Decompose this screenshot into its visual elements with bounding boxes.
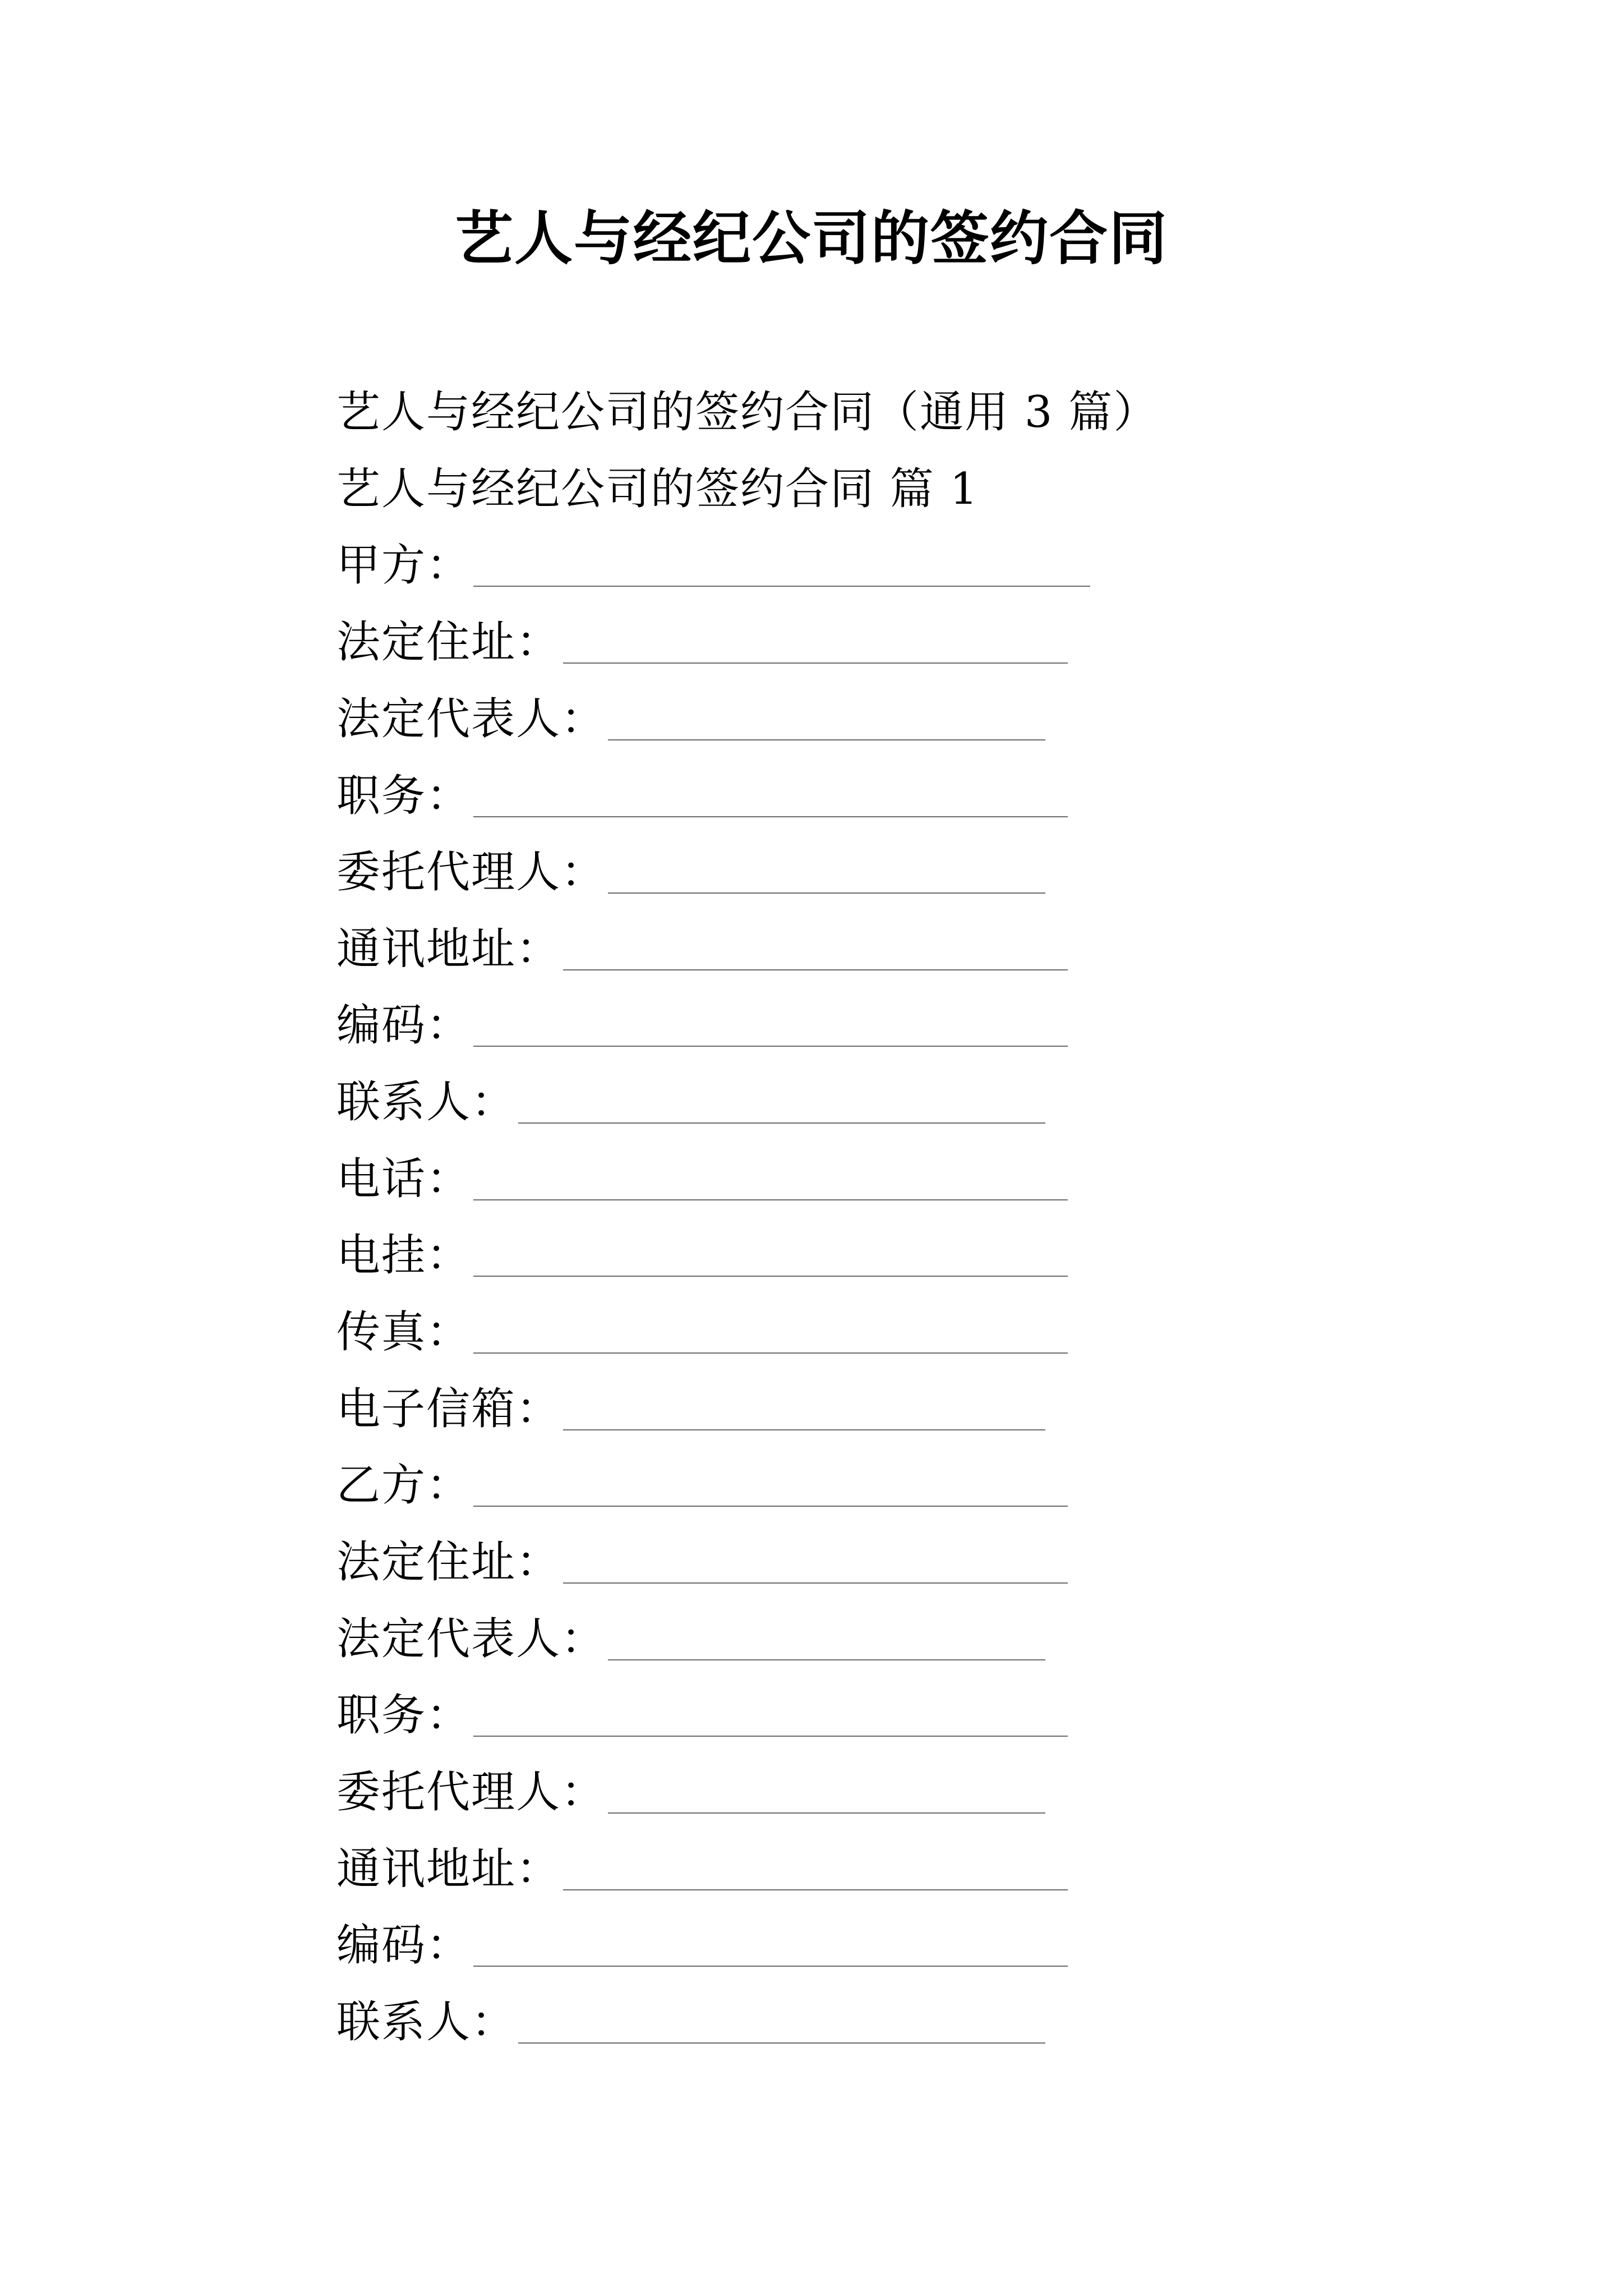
fill-in-blank-line: [563, 1381, 1045, 1430]
fill-in-blank-line: [473, 1227, 1068, 1277]
fill-in-blank-line: [608, 844, 1045, 894]
form-field-row: [336, 921, 1068, 977]
fill-in-blank-line: [473, 1687, 1068, 1737]
form-field-row: [336, 691, 1045, 747]
fill-in-blank-line: [608, 1764, 1045, 1814]
field-label: 甲方：: [336, 540, 472, 591]
form-field-row: [336, 1227, 1068, 1283]
field-label: 电话：: [336, 1154, 472, 1204]
document-title: 艺人与经纪公司的签约合同: [454, 204, 1168, 273]
form-field-row: [336, 1687, 1068, 1743]
fill-in-blank-line: [473, 768, 1068, 817]
field-label: 法定代表人：: [336, 1614, 606, 1664]
field-label: 委托代理人：: [336, 847, 606, 898]
field-label: 通讯地址：: [336, 1844, 561, 1894]
form-field-row: [336, 1841, 1068, 1897]
form-field-row: [336, 997, 1068, 1053]
form-field-row: [336, 1611, 1045, 1667]
fill-in-blank-line: [518, 1074, 1045, 1124]
fill-in-blank-line: [608, 1611, 1045, 1660]
form-field-row: [336, 1994, 1045, 2050]
fill-in-blank-line: [473, 997, 1068, 1047]
form-field-row: [336, 614, 1068, 670]
field-label: 电子信箱：: [336, 1384, 561, 1434]
form-field-row: [336, 844, 1045, 900]
field-label: 编码：: [336, 1920, 472, 1971]
field-label: 编码：: [336, 1000, 472, 1051]
form-field-row: [336, 1534, 1068, 1590]
fill-in-blank-line: [563, 1534, 1068, 1584]
field-label: 传真：: [336, 1307, 472, 1358]
form-field-row: [336, 1917, 1068, 1973]
fill-in-blank-line: [473, 1151, 1068, 1200]
form-field-row: [336, 1381, 1045, 1437]
field-label: 电挂：: [336, 1230, 472, 1281]
form-field-row: [336, 1151, 1068, 1207]
fill-in-blank-line: [473, 1457, 1068, 1507]
fill-in-blank-line: [518, 1994, 1045, 2044]
field-label: 联系人：: [336, 1077, 517, 1128]
field-label: 法定住址：: [336, 1537, 561, 1588]
document-subtitle: 艺人与经纪公司的签约合同（通用 3 篇）: [336, 387, 1159, 438]
field-label: 乙方：: [336, 1460, 472, 1511]
form-field-row: [336, 1457, 1068, 1513]
field-label: 联系人：: [336, 1997, 517, 2047]
field-label: 职务：: [336, 771, 472, 821]
fill-in-blank-line: [608, 691, 1045, 740]
form-field-row: [336, 1764, 1045, 1820]
form-field-row: [336, 1304, 1068, 1360]
fill-in-blank-line: [563, 1841, 1068, 1890]
field-label: 通讯地址：: [336, 924, 561, 974]
form-field-row: [336, 768, 1068, 824]
form-field-row: [336, 537, 1090, 593]
fill-in-blank-line: [473, 537, 1090, 587]
section-heading: 艺人与经纪公司的签约合同 篇 1: [336, 464, 979, 514]
form-field-row: [336, 1074, 1045, 1130]
fill-in-blank-line: [473, 1917, 1068, 1967]
fill-in-blank-line: [563, 614, 1068, 664]
field-label: 委托代理人：: [336, 1767, 606, 1818]
field-label: 法定住址：: [336, 617, 561, 668]
fill-in-blank-line: [563, 921, 1068, 970]
fill-in-blank-line: [473, 1304, 1068, 1354]
field-label: 职务：: [336, 1690, 472, 1741]
field-label: 法定代表人：: [336, 694, 606, 744]
